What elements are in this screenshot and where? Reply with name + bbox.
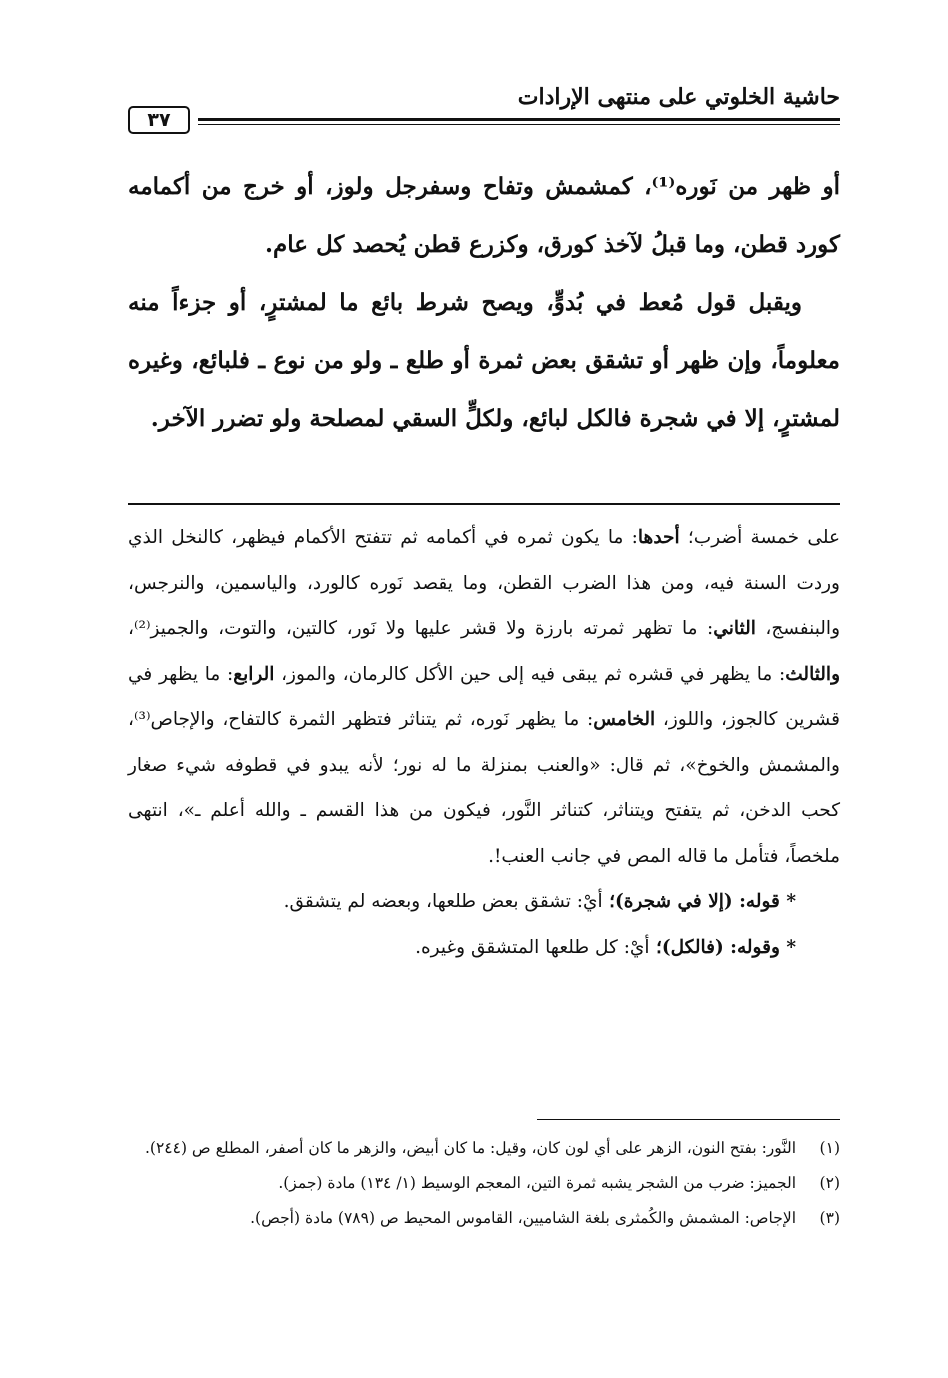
entry-gloss: أيْ: تشقق بعض طلعها، وبعضه لم يتشقق. bbox=[283, 891, 603, 912]
commentary bbox=[128, 515, 840, 970]
main-paragraph-2: ويقبل قول مُعط في بُدوٍّ، ويصح شرط بائع ما لمشترٍ، أو جزءاً منه معلوماً، وإن ظهر أو تشقق بعض ثمرة أو طلع ـ ولو من نوع ـ فلبائع، وغيره لمشترٍ، إلا في شجرة فالكل لبائع، ولكلٍّ السقي لمصلحة ولو تضرر الآخر. bbox=[128, 289, 840, 432]
footnote-number: (٢) bbox=[819, 1174, 840, 1192]
commentary-paragraph bbox=[128, 515, 840, 879]
footnote-number: (١) bbox=[819, 1139, 840, 1157]
header-rule bbox=[198, 118, 840, 121]
commentary-bold: الثاني bbox=[713, 618, 756, 639]
footnote-number: (٣) bbox=[819, 1209, 840, 1227]
footnote-separator bbox=[537, 1119, 840, 1120]
commentary-text: : ما يظهر في قشره ثم يبقى فيه إلى حين الأكل كالرمان، والموز، bbox=[274, 663, 786, 685]
footnote-3 bbox=[128, 1201, 840, 1236]
header-title: حاشية الخلوتي على منتهى الإرادات bbox=[517, 84, 840, 110]
commentary-entry-1 bbox=[128, 879, 840, 925]
footnotes bbox=[128, 1131, 840, 1236]
footnote-1 bbox=[128, 1131, 840, 1166]
entry-gloss: أيْ: كل طلعها المتشقق وغيره. bbox=[415, 936, 650, 958]
commentary-text: : ما يظهر في قشرين كالجوز، واللوز، bbox=[128, 663, 840, 730]
commentary-text: على خمسة أضرب؛ bbox=[679, 527, 840, 548]
entry-lemma: * وقوله: (فالكل)؛ bbox=[649, 936, 796, 958]
commentary-bold: أحدها bbox=[637, 527, 680, 548]
main-paragraph-1: أو ظهر من نَوره⁽¹⁾، كمشمش وتفاح وسفرجل ولوز، أو خرج من أكمامه كورد قطن، وما قبلُ لآخذ كورق، وكزرع قطن يُحصد كل عام. bbox=[128, 173, 840, 258]
commentary-text: : ما يكون ثمره في أكمامه ثم تتفتح الأكمام فيظهر، كالنخل الذي وردت السنة فيه، ومن هذا الضرب القطن، وما يقصد نَوره كالورد، والياسمين، والنرجس، والبنفسج، bbox=[128, 527, 841, 639]
header-rule-thin bbox=[198, 124, 840, 125]
main-text bbox=[128, 158, 840, 448]
main-separator bbox=[128, 503, 840, 505]
commentary-text: : ما تظهر ثمرته بارزة ولا قشر عليها ولا نَور، كالتين، والتوت، والجميز⁽²⁾، bbox=[128, 618, 714, 639]
commentary-entry-2 bbox=[128, 925, 840, 971]
footnote-text: الإجاص: المشمش والكُمثرى بلغة الشاميين، القاموس المحيط ص (٧٨٩) مادة (أجص). bbox=[250, 1209, 796, 1227]
commentary-bold: والثالث bbox=[785, 663, 840, 685]
footnote-2 bbox=[128, 1166, 840, 1201]
commentary-bold: الخامس bbox=[593, 709, 656, 730]
running-header bbox=[128, 84, 840, 144]
page-number: ٣٧ bbox=[128, 106, 190, 134]
entry-lemma: * قوله: (إلا في شجرة)؛ bbox=[602, 891, 796, 912]
footnote-text: الجميز: ضرب من الشجر يشبه ثمرة التين، المعجم الوسيط (١/ ١٣٤) مادة (جمز). bbox=[278, 1174, 796, 1192]
footnote-text: النَّور: بفتح النون، الزهر على أي لون كان، وقيل: ما كان أبيض، والزهر ما كان أصفر، المطلع ص (٢٤٤). bbox=[144, 1139, 796, 1157]
commentary-text: : ما يظهر نَوره، ثم يتناثر فتظهر الثمرة كالتفاح، والإجاص⁽³⁾، والمشمش والخوخ»، ثم قال: «والعنب بمنزلة ما له نور؛ لأنه يبدو في قطوفه شيء صغار كحب الدخن، ثم يتفتح ويتناثر، كتناثر النَّور، فيكون من هذا القسم ـ والله أعلم ـ»، انتهى ملخصاً، فتأمل ما قاله المص في جانب العنب!. bbox=[128, 709, 840, 867]
commentary-bold: الرابع bbox=[233, 663, 275, 685]
